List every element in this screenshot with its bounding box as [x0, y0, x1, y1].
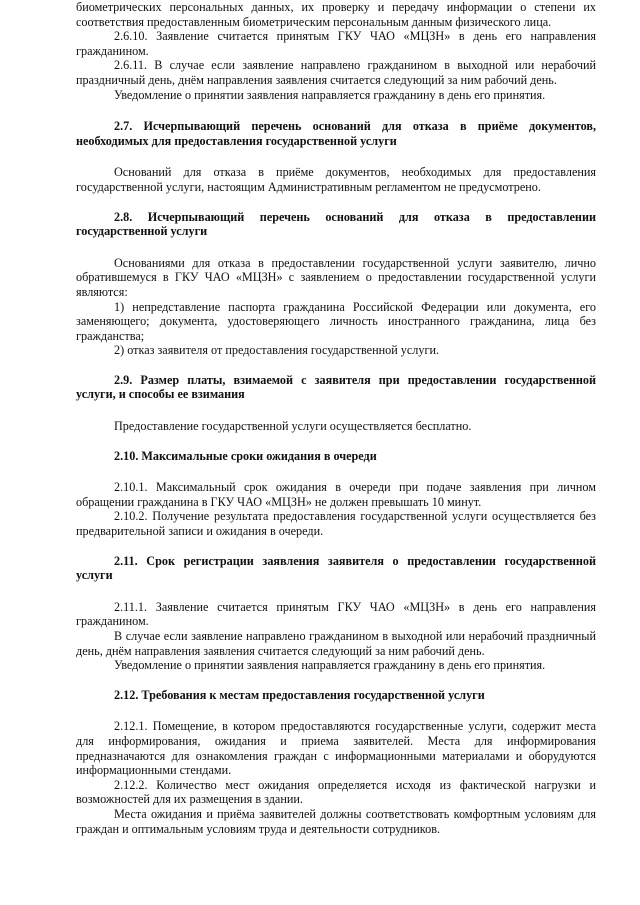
paragraph: 1) непредставление паспорта гражданина Российской Федерации или документа, его заменяющего; документа, удостоверяющего личность иностранного гражданина, лица без гражданства;	[76, 299, 596, 343]
section-heading: 2.9. Размер платы, взимаемой с заявителя при предоставлении государственной услуги, и способы ее взимания	[76, 372, 596, 402]
paragraph: 2.10.1. Максимальный срок ожидания в очереди при подаче заявления при личном обращении гражданина в ГКУ ЧАО «МЦЗН» не должен превышать 10 минут.	[76, 480, 596, 509]
paragraph: Основаниями для отказа в предоставлении государственной услуги заявителю, лично обратившемуся в ГКУ ЧАО «МЦЗН» с заявлением о предоставлении государственной услуги являются:	[76, 255, 596, 299]
spacer	[76, 102, 596, 119]
spacer	[76, 434, 596, 449]
paragraph: Места ожидания и приёма заявителей должны соответствовать комфортным условиям для граждан и оптимальным условиям труда и деятельности сотрудников.	[76, 806, 596, 836]
spacer	[76, 148, 596, 165]
paragraph: 2.12.2. Количество мест ожидания определяется исходя из фактической нагрузки и возможностей для их размещения в здании.	[76, 777, 596, 807]
paragraph: Оснований для отказа в приёме документов, необходимых для предоставления государственной услуги, настоящим Административным регламентом не предусмотрено.	[76, 165, 596, 194]
paragraph: Уведомление о принятии заявления направляется гражданину в день его принятия.	[114, 87, 546, 102]
spacer	[76, 239, 596, 256]
spacer	[76, 463, 596, 480]
paragraph: Предоставление государственной услуги осуществляется бесплатно.	[114, 419, 472, 434]
document-page	[76, 0, 596, 836]
paragraph: 2.12.1. Помещение, в котором предоставляются государственные услуги, содержит места для информирования, ожидания и приема заявителей. Места для информирования предназначаются для ознакомления граждан с информационными материалами и оборудуются информационными стендами.	[76, 719, 596, 778]
section-heading: 2.11. Срок регистрации заявления заявителя о предоставлении государственной услуги	[76, 553, 596, 583]
paragraph: Уведомление о принятии заявления направляется гражданину в день его принятия.	[114, 658, 546, 673]
spacer	[76, 358, 596, 373]
section-heading: 2.8. Исчерпывающий перечень оснований для отказа в предоставлении государственной услуги	[76, 209, 596, 239]
spacer	[76, 402, 596, 419]
spacer	[76, 583, 596, 600]
section-heading: 2.7. Исчерпывающий перечень оснований для отказа в приёме документов, необходимых для предоставления государственной услуги	[76, 119, 596, 148]
spacer	[76, 195, 596, 210]
paragraph: 2.11.1. Заявление считается принятым ГКУ ЧАО «МЦЗН» в день его направления гражданином.	[76, 599, 596, 629]
section-heading: 2.12. Требования к местам предоставления государственной услуги	[114, 687, 485, 702]
paragraph: биометрических персональных данных, их проверку и передачу информации о степени их соответствия предоставленным биометрическим персональным данным физического лица.	[76, 0, 596, 29]
spacer	[76, 539, 596, 554]
paragraph: 2) отказ заявителя от предоставления государственной услуги.	[114, 343, 440, 358]
paragraph: В случае если заявление направлено гражданином в выходной или нерабочий праздничный день, днём направления заявления считается следующий за ним рабочий день.	[76, 629, 596, 658]
spacer	[76, 702, 596, 719]
paragraph: 2.6.10. Заявление считается принятым ГКУ ЧАО «МЦЗН» в день его направления гражданином.	[76, 29, 596, 58]
paragraph: 2.10.2. Получение результата предоставления государственной услуги осуществляется без предварительной записи и ожидания в очереди.	[76, 509, 596, 539]
paragraph: 2.6.11. В случае если заявление направлено гражданином в выходной или нерабочий праздничный день, днём направления заявления считается следующий за ним рабочий день.	[76, 58, 596, 87]
spacer	[76, 673, 596, 688]
section-heading: 2.10. Максимальные сроки ожидания в очереди	[114, 448, 377, 463]
